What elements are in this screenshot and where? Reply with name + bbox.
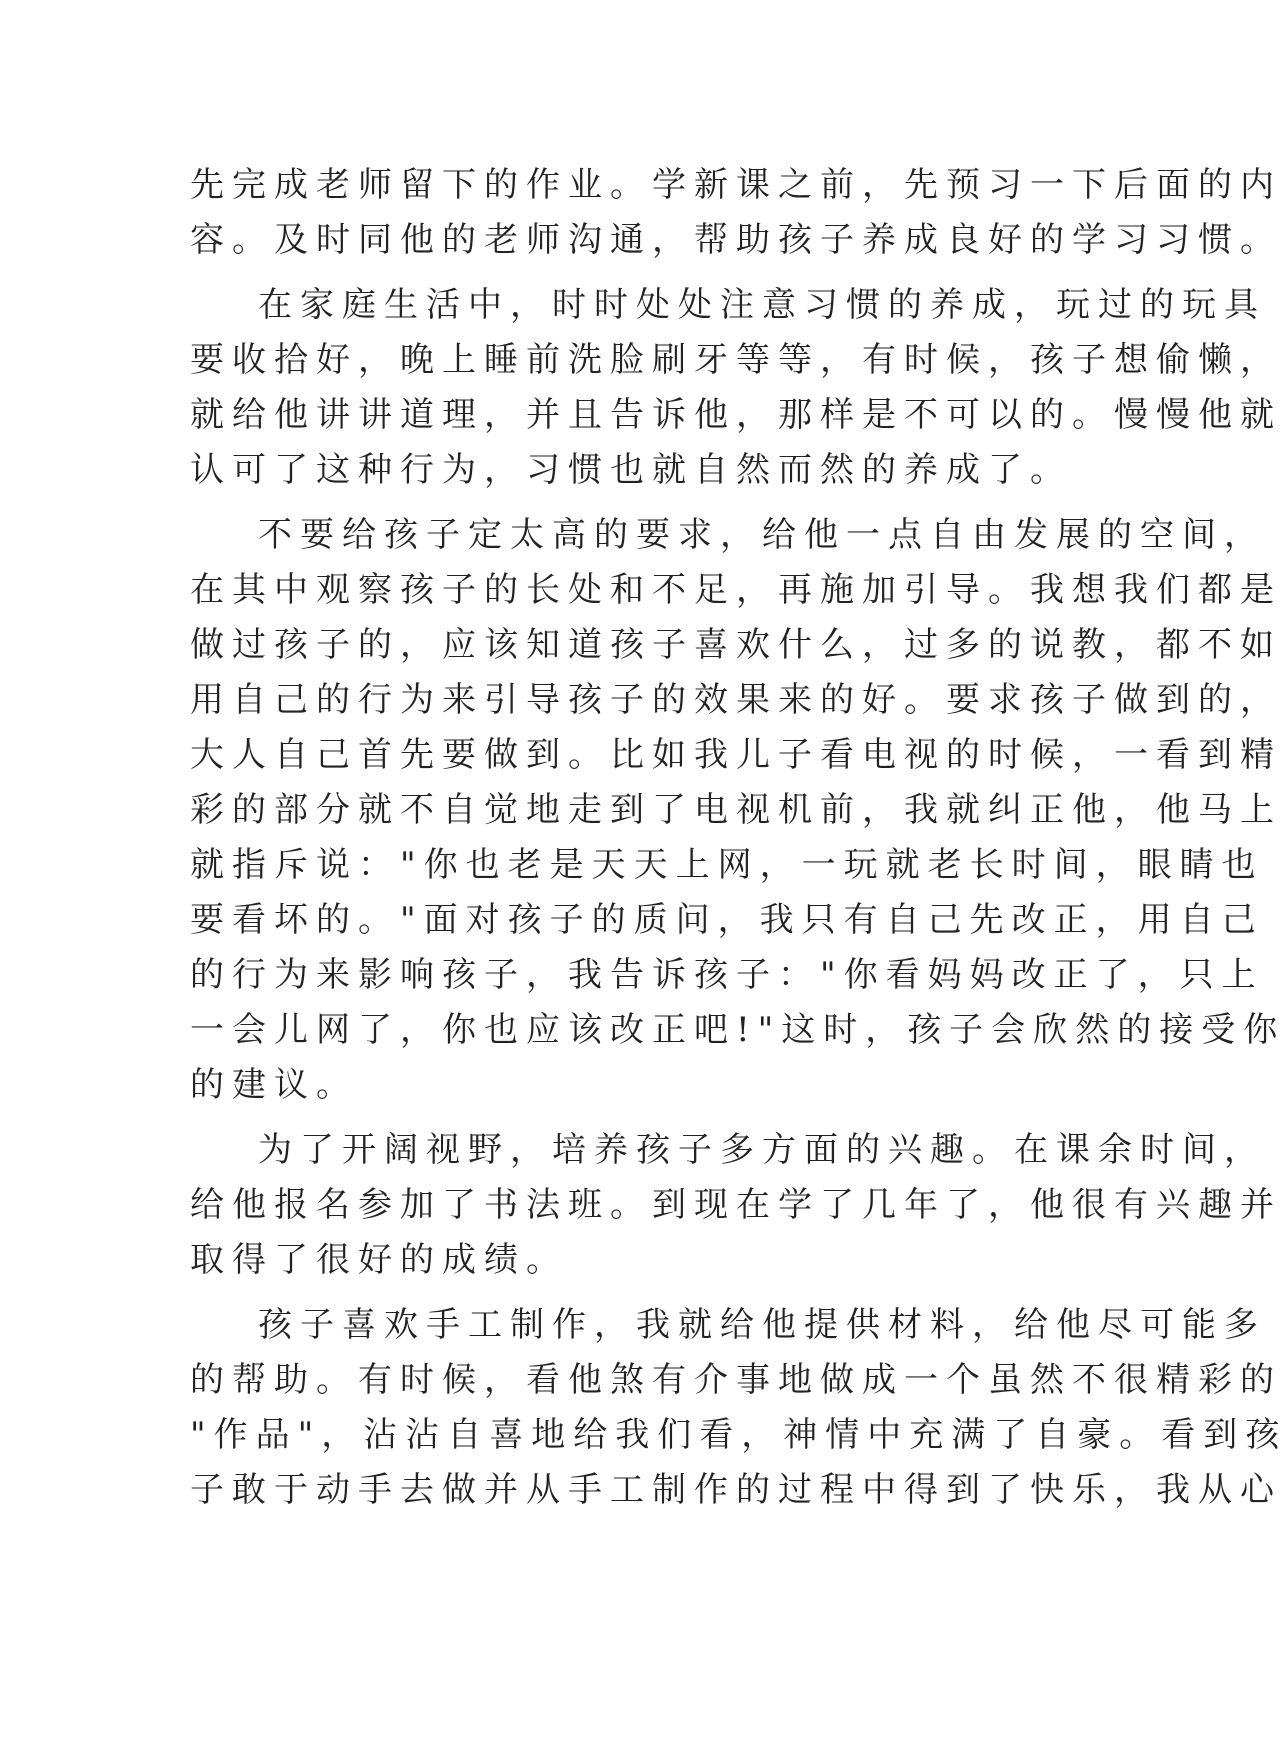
paragraph-start-line: 孩子喜欢手工制作，我就给他提供材料，给他尽可能多 bbox=[258, 1305, 1266, 1345]
text-line: 给他报名参加了书法班。到现在学了几年了，他很有兴趣并 bbox=[190, 1185, 1282, 1225]
paragraph-start-line: 在家庭生活中，时时处处注意习惯的养成，玩过的玩具 bbox=[258, 285, 1266, 325]
text-line: 子敢于动手去做并从手工制作的过程中得到了快乐，我从心 bbox=[190, 1470, 1282, 1510]
text-line: 就指斥说："你也老是天天上网，一玩就老长时间，眼睛也 bbox=[190, 845, 1264, 885]
text-line: 先完成老师留下的作业。学新课之前，先预习一下后面的内 bbox=[190, 165, 1282, 205]
text-line: 用自己的行为来引导孩子的效果来的好。要求孩子做到的， bbox=[190, 680, 1282, 720]
text-line: 的行为来影响孩子，我告诉孩子："你看妈妈改正了，只上 bbox=[190, 955, 1264, 995]
text-line: 要收拾好，晚上睡前洗脸刷牙等等，有时候，孩子想偷懒， bbox=[190, 340, 1282, 380]
paragraph-start-line: 为了开阔视野，培养孩子多方面的兴趣。在课余时间， bbox=[258, 1130, 1266, 1170]
text-line: 彩的部分就不自觉地走到了电视机前，我就纠正他，他马上 bbox=[190, 790, 1282, 830]
text-line: 一会儿网了，你也应该改正吧!"这时，孩子会欣然的接受你 bbox=[190, 1010, 1286, 1050]
text-line: 的帮助。有时候，看他煞有介事地做成一个虽然不很精彩的 bbox=[190, 1360, 1282, 1400]
text-line: 认可了这种行为，习惯也就自然而然的养成了。 bbox=[190, 450, 1072, 490]
text-line: 的建议。 bbox=[190, 1065, 358, 1105]
text-line: 在其中观察孩子的长处和不足，再施加引导。我想我们都是 bbox=[190, 570, 1282, 610]
text-line: 就给他讲讲道理，并且告诉他，那样是不可以的。慢慢他就 bbox=[190, 395, 1282, 435]
text-line: 要看坏的。"面对孩子的质问，我只有自己先改正，用自己 bbox=[190, 900, 1264, 940]
text-line: 做过孩子的，应该知道孩子喜欢什么，过多的说教，都不如 bbox=[190, 625, 1282, 665]
text-line: "作品"，沾沾自喜地给我们看，神情中充满了自豪。看到孩 bbox=[190, 1415, 1287, 1455]
text-line: 容。及时同他的老师沟通，帮助孩子养成良好的学习习惯。 bbox=[190, 220, 1282, 260]
text-line: 大人自己首先要做到。比如我儿子看电视的时候，一看到精 bbox=[190, 735, 1282, 775]
paragraph-start-line: 不要给孩子定太高的要求，给他一点自由发展的空间， bbox=[258, 515, 1266, 555]
text-line: 取得了很好的成绩。 bbox=[190, 1240, 568, 1280]
